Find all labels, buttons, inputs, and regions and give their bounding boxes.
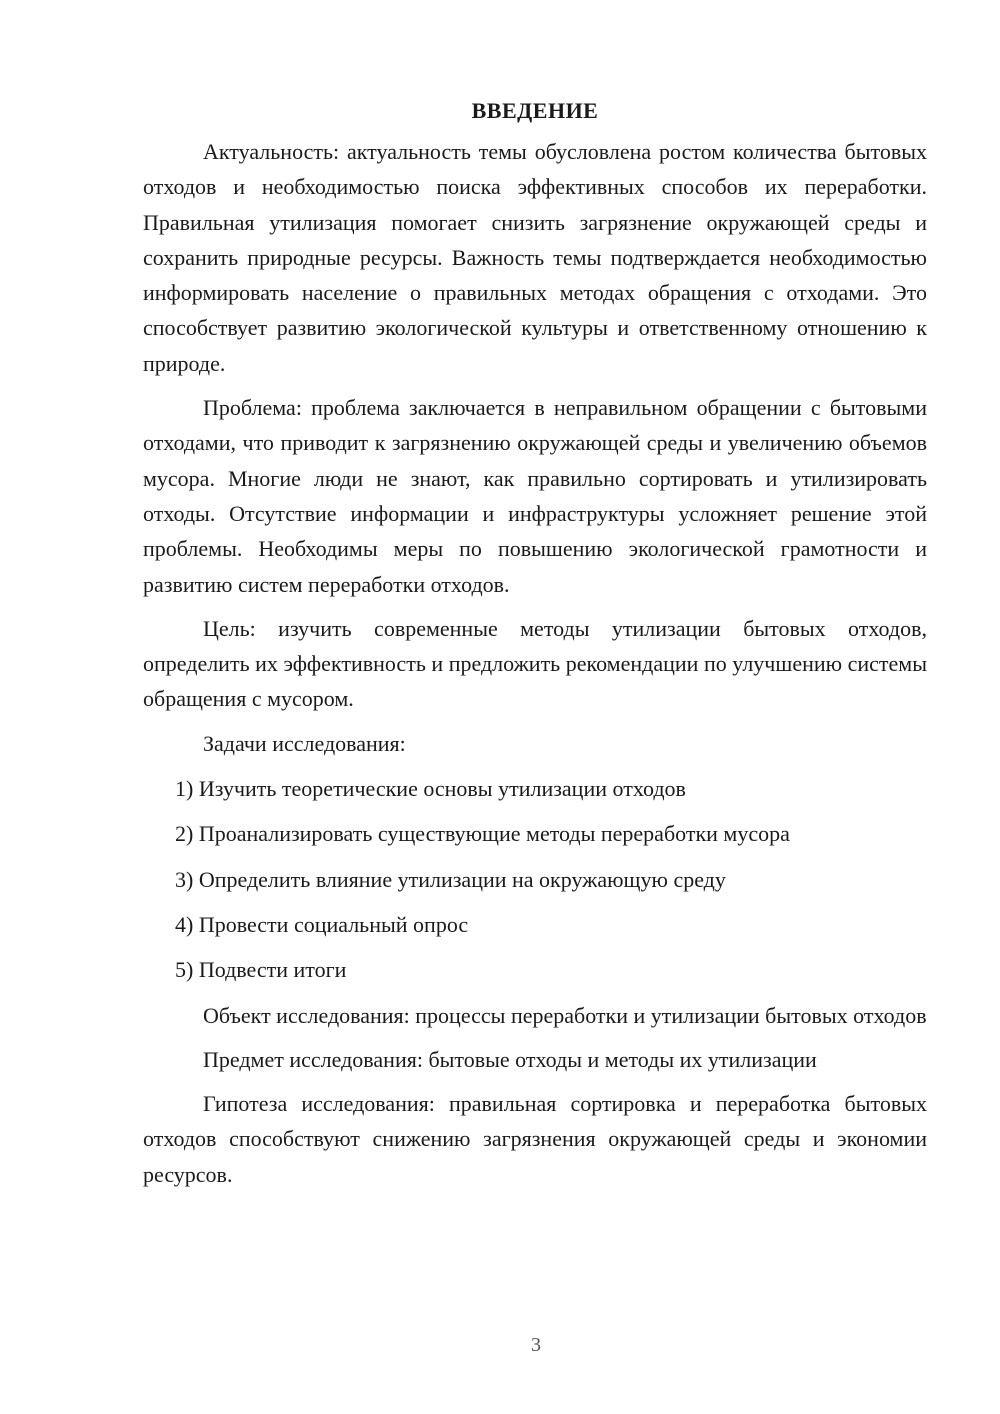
paragraph-object: Объект исследования: процессы переработки и утилизации бытовых отходов xyxy=(203,1002,927,1028)
tasks-list xyxy=(143,771,927,987)
paragraph-relevance: Актуальность: актуальность темы обусловлена ростом количества бытовых отходов и необходимостью поиска эффективных способов их переработки. Правильная утилизация помогает снизить загрязнение окружающей среды и сохранить природные ресурсы. Важность темы подтверждается необходимостью информировать население о правильных методах обращения с отходами. Это способствует развитию экологической культуры и ответственному отношению к природе. xyxy=(143,139,927,376)
list-item: 4) Провести социальный опрос xyxy=(175,911,469,937)
list-item: 2) Проанализировать существующие методы переработки мусора xyxy=(175,821,790,847)
list-item: 5) Подвести итоги xyxy=(175,957,347,983)
paragraph-goal: Цель: изучить современные методы утилизации бытовых отходов, определить их эффективность и предложить рекомендации по улучшению системы обращения с мусором. xyxy=(143,615,927,712)
document-page xyxy=(143,93,927,1201)
list-item: 1) Изучить теоретические основы утилизации отходов xyxy=(175,776,686,802)
page-number: 3 xyxy=(531,1334,541,1356)
paragraph-subject: Предмет исследования: бытовые отходы и методы их утилизации xyxy=(203,1046,817,1072)
paragraph-problem: Проблема: проблема заключается в неправильном обращении с бытовыми отходами, что приводит к загрязнению окружающей среды и увеличению объемов мусора. Многие люди не знают, как правильно сортировать и утилизировать отходы. Отсутствие информации и инфраструктуры усложняет решение этой проблемы. Необходимы меры по повышению экологической грамотности и развитию систем переработки отходов. xyxy=(143,395,927,597)
page-title: ВВЕДЕНИЕ xyxy=(471,98,599,123)
paragraph-hypothesis: Гипотеза исследования: правильная сортировка и переработка бытовых отходов способствуют снижению загрязнения окружающей среды и экономии ресурсов. xyxy=(143,1091,927,1187)
list-item: 3) Определить влияние утилизации на окружающую среду xyxy=(175,866,726,892)
tasks-heading: Задачи исследования: xyxy=(203,730,406,756)
